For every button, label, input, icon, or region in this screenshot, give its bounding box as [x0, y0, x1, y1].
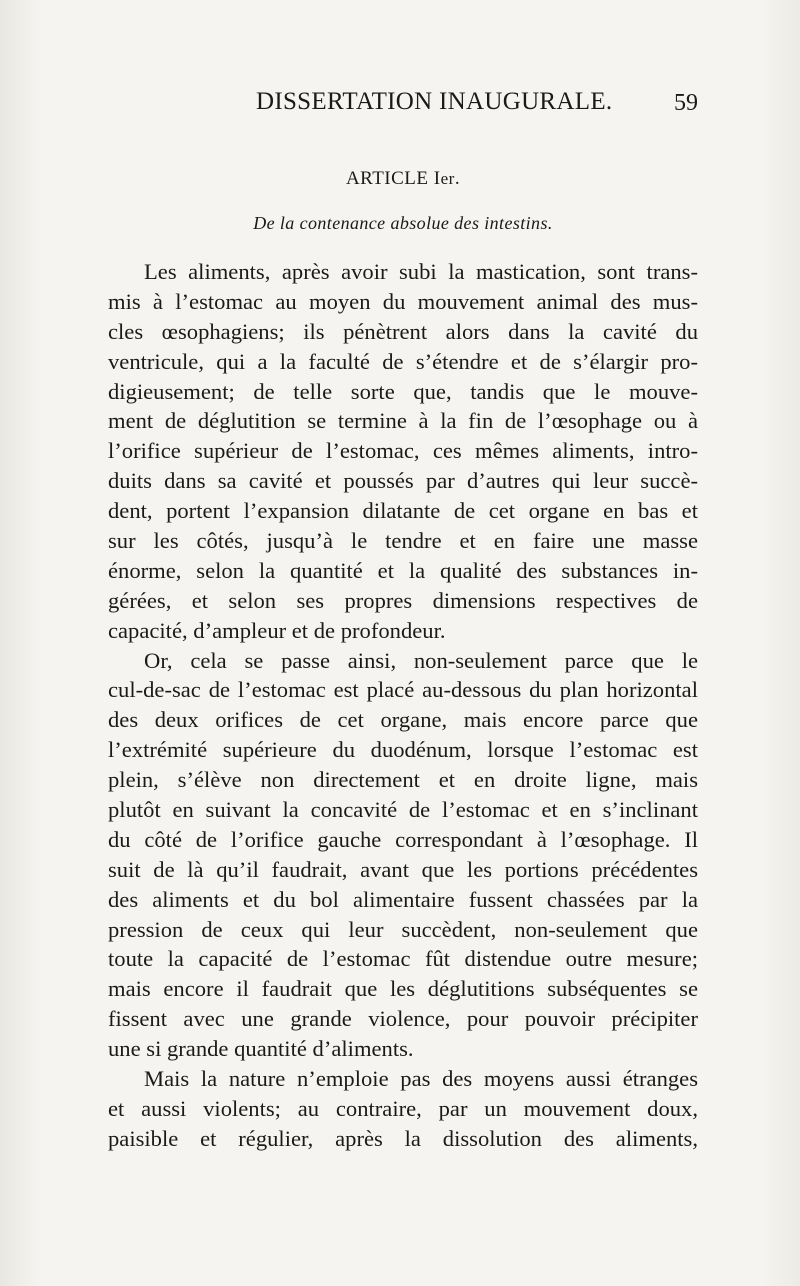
- text-line: suit de là qu’il faudrait, avant que les portions précédentes: [108, 856, 698, 882]
- text-line: du côté de l’orifice gauche correspondant à l’œsophage. Il: [108, 826, 698, 852]
- text-line: Or, cela se passe ainsi, non-seulement parce que le: [144, 647, 698, 673]
- text-line: digieusement; de telle sorte que, tandis que le mouve-: [108, 378, 698, 404]
- body-text: [108, 257, 698, 1154]
- text-line: l’extrémité supérieure du duodénum, lorsque l’estomac est: [108, 737, 698, 763]
- text-line: Les aliments, après avoir subi la mastication, sont trans-: [144, 259, 698, 284]
- text-line: gérées, et selon ses propres dimensions respectives de: [108, 587, 698, 613]
- text-line: pression de ceux qui leur succèdent, non-seulement que: [108, 916, 698, 942]
- page-number: 59: [674, 90, 698, 116]
- text-line: l’orifice supérieur de l’estomac, ces mêmes aliments, intro-: [108, 438, 698, 464]
- text-line: ment de déglutition se termine à la fin de l’œsophage ou à: [108, 408, 698, 434]
- text-line: des deux orifices de cet organe, mais encore parce que: [108, 707, 698, 733]
- running-head: [108, 84, 698, 124]
- article-ordinal-tail: .: [454, 168, 461, 189]
- text-line: plein, s’élève non directement et en droite ligne, mais: [108, 767, 698, 793]
- article-subtitle: De la contenance absolue des intestins.: [253, 213, 553, 233]
- text-line: des aliments et du bol alimentaire fussent chassées par la: [108, 886, 698, 912]
- text-line: mis à l’estomac au moyen du mouvement animal des mus-: [108, 288, 698, 314]
- text-line: plutôt en suivant la concavité de l’estomac et en s’inclinant: [108, 797, 698, 823]
- text-line: duits dans sa cavité et poussés par d’autres qui leur succè-: [108, 468, 698, 494]
- running-title: DISSERTATION INAUGURALE.: [256, 88, 613, 115]
- text-line: Mais la nature n’emploie pas des moyens aussi étranges: [144, 1066, 698, 1092]
- text-line: capacité, d’ampleur et de profondeur.: [108, 617, 446, 643]
- text-line: paisible et régulier, après la dissolution des aliments,: [108, 1125, 698, 1151]
- article-ordinal: er: [440, 169, 455, 188]
- text-line: cles œsophagiens; ils pénètrent alors dans la cavité du: [108, 318, 698, 344]
- text-line: et aussi violents; au contraire, par un mouvement doux,: [108, 1095, 698, 1121]
- text-line: toute la capacité de l’estomac fût distendue outre mesure;: [108, 946, 698, 972]
- article-heading: [108, 168, 698, 190]
- text-line: mais encore il faudrait que les déglutitions subséquentes se: [108, 976, 698, 1002]
- text-line: énorme, selon la quantité et la qualité des substances in-: [108, 557, 698, 583]
- text-line: sur les côtés, jusqu’à le tendre et en faire une masse: [108, 528, 698, 554]
- text-line: cul-de-sac de l’estomac est placé au-dessous du plan horizontal: [108, 677, 698, 703]
- text-line: dent, portent l’expansion dilatante de cet organe en bas et: [108, 498, 698, 524]
- text-line: fissent avec une grande violence, pour pouvoir précipiter: [108, 1006, 698, 1032]
- text-line: une si grande quantité d’aliments.: [108, 1036, 414, 1062]
- text-line: ventricule, qui a la faculté de s’étendre et de s’élargir pro-: [108, 348, 698, 374]
- article-label: ARTICLE I: [345, 168, 441, 189]
